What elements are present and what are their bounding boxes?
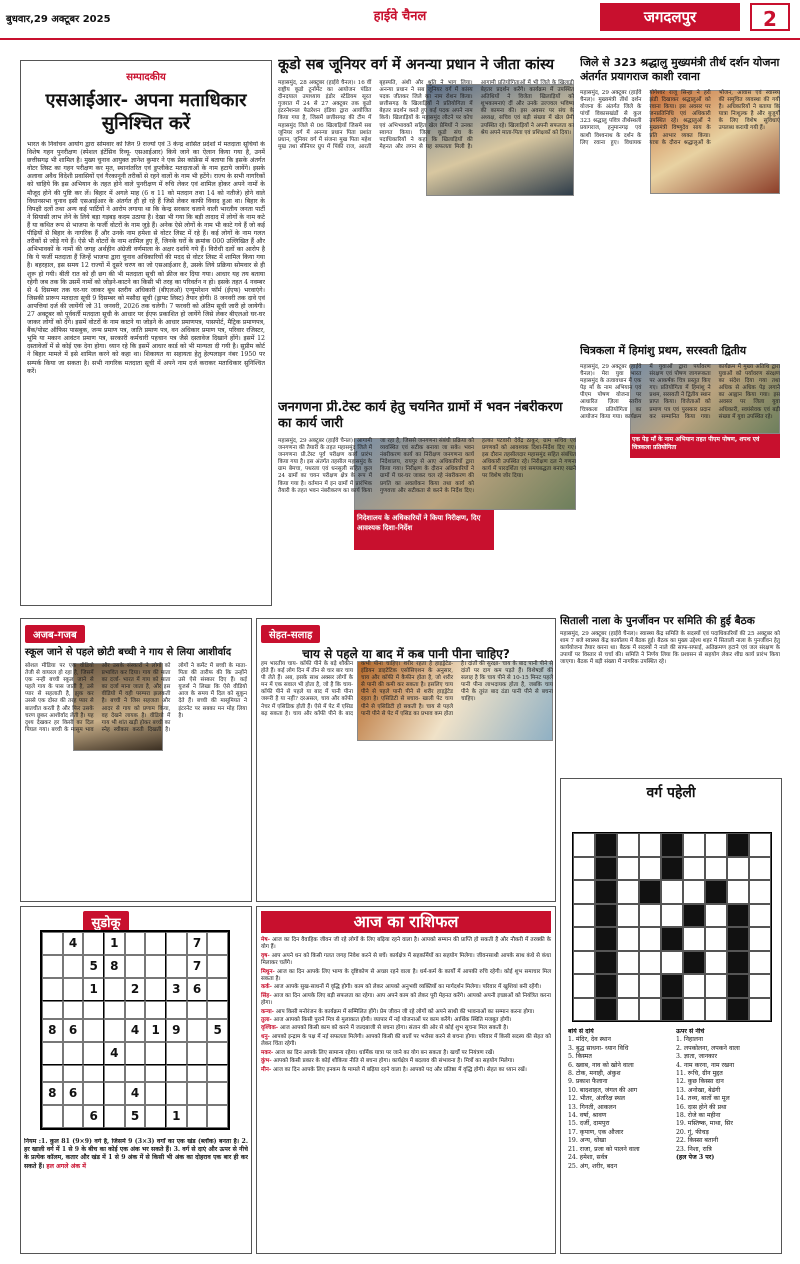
crossword-cell[interactable]: [639, 833, 661, 857]
rashi-name: वृष-: [261, 952, 270, 959]
sudoku-cell[interactable]: [104, 1019, 125, 1042]
crossword-cell[interactable]: [705, 974, 727, 998]
crossword-cell[interactable]: [749, 951, 771, 975]
crossword-cell: [595, 974, 617, 998]
down-heading: ऊपर से नीचे: [676, 1028, 705, 1035]
brand-name: हाईवे चैनल: [373, 9, 427, 24]
rashi-name: कर्क-: [261, 984, 272, 991]
crossword-cell[interactable]: [617, 857, 639, 881]
sudoku-cell[interactable]: [104, 1001, 125, 1019]
clue-item: 6. ख्वाब, नाव को खोने वाला: [568, 1061, 634, 1069]
sudoku-hint: हल अगले अंक में: [46, 1162, 86, 1170]
clue-item: 2. लपकोलना, लपकने वाला: [676, 1044, 740, 1052]
sudoku-cell[interactable]: [63, 1001, 84, 1019]
crossword-cell[interactable]: [683, 974, 705, 998]
crossword-cell[interactable]: [749, 833, 771, 857]
sudoku-cell[interactable]: [42, 978, 63, 1001]
crossword-cell[interactable]: [705, 857, 727, 881]
sudoku-cell[interactable]: [104, 1105, 125, 1128]
rashi-item: [261, 1067, 551, 1074]
sudoku-cell[interactable]: [104, 1082, 125, 1105]
crossword-cell[interactable]: [683, 998, 705, 1022]
crossword-cell: [727, 951, 749, 975]
sudoku-cell[interactable]: [42, 1065, 63, 1083]
crossword-cell[interactable]: [573, 998, 595, 1022]
sehat-tag: सेहत-सलाह: [261, 625, 320, 643]
rashi-text: आज आपको किसी काम को करने में जल्दबाजी से बचना होगा। संतान की ओर से कोई शुभ सूचना मिल सकती है।: [279, 1025, 509, 1032]
rashi-item: [261, 1058, 551, 1065]
sudoku-cell[interactable]: 6: [187, 978, 208, 1001]
kudo-title: कूडो सब जूनियर वर्ग में अनन्या प्रधान ने जीता कांस्य: [278, 57, 555, 73]
ajab-tag: अजब-गजब: [25, 625, 85, 643]
rashi-item: [261, 993, 551, 1008]
sudoku-cell[interactable]: 4: [63, 932, 84, 955]
sudoku-cell[interactable]: [166, 1042, 187, 1065]
rashi-name: मेष-: [261, 937, 270, 943]
sehat-title: चाय से पहले या बाद में कब पानी पीना चाहिए?: [302, 647, 510, 661]
rashi-name: सिंह-: [261, 992, 272, 999]
crossword-cell[interactable]: [705, 833, 727, 857]
rashi-item: [261, 969, 551, 984]
clue-item: 1. निहालना: [676, 1036, 704, 1044]
crossword-cell: [595, 880, 617, 904]
sudoku-cell[interactable]: [145, 932, 166, 955]
sudoku-cell[interactable]: [42, 932, 63, 955]
crossword-cell: [595, 833, 617, 857]
crossword-cell: [639, 880, 661, 904]
sudoku-cell[interactable]: 1: [166, 1105, 187, 1128]
crossword-cell[interactable]: [683, 833, 705, 857]
sudoku-cell[interactable]: [83, 1001, 104, 1019]
across-heading: बांये से दांये: [568, 1028, 594, 1035]
rashi-text: आज का दिन आपके लिए सामान्य रहेगा। धार्मिक यात्रा पर जाने का योग बन सकता है। खर्चों पर नियंत्रण रखें।: [275, 1049, 495, 1056]
clue-item: 5. किस्मत: [568, 1053, 592, 1061]
rashi-item: [261, 1009, 551, 1016]
crossword-cell[interactable]: [705, 904, 727, 928]
rashi-name: कुंभ-: [261, 1058, 272, 1065]
crossword-cell[interactable]: [573, 880, 595, 904]
clue-item: 15. दर्जी, दामपुरा: [568, 1120, 610, 1128]
clue-item: 13. गिनती, आकलन: [568, 1103, 617, 1111]
sudoku-cell[interactable]: 5: [125, 1105, 146, 1128]
sudoku-title: सुडोकू: [83, 911, 128, 933]
sudoku-cell[interactable]: 1: [83, 978, 104, 1001]
sudoku-cell[interactable]: 7: [187, 932, 208, 955]
sudoku-rules: [24, 1138, 248, 1234]
clue-item: 23. निशा, रात्रि: [676, 1145, 712, 1153]
tirth-article: [580, 56, 780, 338]
janganana-body: महासमुंद, 29 अक्टूबर (हाईवे चैनल)। आगामी जनगणना की तैयारी के तहत महासमुंद जिले में जनगणना प्री.टेस्ट पूर्व परीक्षण कार्य प्रारंभ किया गया है। इस अंतर्गत तहसील महासमुंद के ग्राम बेमचा, पथरला एवं धनसुली सहित कुल 24 ग्रामों का चयन परीक्षण क्षेत्र के रूप में किया गया है। वर्तमान में इन ग्रामों में प्रारंभिक तैयारी के तहत भवन नंबरीकरण का कार्य किया जा रहा है, जिससे जनगणना संबंधी प्रक्रिया को व्यवस्थित एवं सटीक बनाया जा सके। भवन नंबरीकरण कार्य का निरीक्षण जनगणना कार्य निदेशालय, रायपुर से आए अधिकारियों द्वारा किया गया। निरीक्षण के दौरान अधिकारियों ने ग्रामों में घर-घर जाकर चल रहे नंबरीकरण की प्रगति का अवलोकन किया तथा कार्य को गुणवत्ता और सटीकता से करने के निर्देश दिए। हल्का पटवारी देवेंद्र ठाकुर, ग्राम सचिव एवं प्रगणकों को आवश्यक दिशा-निर्देश दिए गए। इस दौरान तहसीलदार महासमुंद सहित संबंधित अधिकारी उपस्थित रहे। निरीक्षण दल ने गणना कार्य में पारदर्शिता एवं समयबद्धता बनाए रखने पर विशेष जोर दिया।: [278, 438, 576, 494]
sehat-body: हम भारतीय चाय- कॉफी पीने के बड़े शौकीन होते हैं। कई लोग दिन में तीन से चार बार चाय पी लेते हैं। अब, इसके साथ अक्सर लोगों के मन में एक सवाल भी होता है, जो है कि चाय-कॉफी पीने से पहले या बाद में पानी पीना जरूरी है या नहीं? दरअसल, चाय और कॉफी नेचर में एसिडिक होती हैं। ऐसे में पेट में एसिड बढ़ सकता है। चाय और कॉफी पीने के बाद कभी पीना चाहिए। शरीर रहता है हाइड्रेटेड- इंडियन डाइटेटिक एसोसिएशन के अनुसार, चाय और कॉफी में कैफीन होता है, जो शरीर से पानी की कमी कर सकता है। इसलिए चाय पीने से पहले पानी पीने से शरीर हाइड्रेटेड रहता है। एसिडिटी से बचाव- खाली पेट चाय पीने से एसिडिटी हो सकती है। चाय से पहले पानी पीने से पेट में एसिड का प्रभाव कम होता है। दांतों की सुरक्षा- चाय के बाद पानी पीने से दांतों पर दाग कम पड़ते हैं। विशेषज्ञों की सलाह है कि चाय पीने से 10-15 मिनट पहले पानी पीना लाभदायक होता है, जबकि चाय पीने के तुरंत बाद ठंडा पानी पीने से बचना चाहिए।: [261, 661, 553, 717]
clue-item: 11. रूचि, ग्रीन मुद्दत: [676, 1070, 723, 1078]
tirth-body: महासमुंद, 29 अक्टूबर (हाईवे चैनल)। मुख्यमंत्री तीर्थ दर्शन योजना के अंतर्गत जिले के पांचों विकासखंडों से कुल 323 श्रद्धालु पवित्र तीर्थस्थली प्रयागराज, हनुमानगढ़ एवं काशी विश्वनाथ के दर्शन के लिए रवाना हुए। विधायक योगेश्वर राजू सिन्हा ने हरी झंडी दिखाकर श्रद्धालुओं को रवाना किया। इस अवसर पर जनप्रतिनिधि एवं अधिकारी उपस्थित रहे। श्रद्धालुओं ने मुख्यमंत्री विष्णुदेव साय के प्रति आभार व्यक्त किया। यात्रा के दौरान श्रद्धालुओं के भोजन, आवास एवं स्वास्थ्य की समुचित व्यवस्था की गयी है। अधिकारियों ने बताया कि यात्रा निःशुल्क है और बुजुर्गों के लिए विशेष सुविधाएं उपलब्ध करायी गयी हैं।: [580, 90, 780, 146]
crossword-cell[interactable]: [639, 998, 661, 1022]
crossword-cell[interactable]: [617, 833, 639, 857]
rashi-text: आपको इन्द्राम के पक्ष में नई सफलता मिलेगी। आपको किसी की बातों पर भरोसा करने से बचना होगा। परिवार में किसी सदस्य की सेहत को लेकर चिंता रहेगी।: [261, 1033, 552, 1048]
janganana-title: जनगणना प्री.टेस्ट कार्य हेतु चयनित ग्रामों में भवन नंबरीकरण का कार्य जारी: [278, 400, 563, 431]
crossword-cell: [661, 833, 683, 857]
sudoku-cell[interactable]: [125, 955, 146, 978]
crossword-cell[interactable]: [573, 951, 595, 975]
sudoku-cell[interactable]: [63, 955, 84, 978]
crossword-cell[interactable]: [573, 974, 595, 998]
sudoku-cell[interactable]: [104, 1065, 125, 1083]
sudoku-cell[interactable]: 6: [63, 1082, 84, 1105]
clue-item: 10. बादशाहत, जंगल की आग: [568, 1086, 638, 1094]
sudoku-cell[interactable]: [166, 1082, 187, 1105]
masthead: [0, 0, 800, 40]
kudo-body: महासमुंद, 28 अक्टूबर (हाईवे चैनल)। 16 वीं राष्ट्रीय कूडो टूर्नामेंट का आयोजन पंडित दीनदयाल उपाध्याय इंडोर स्टेडियम सूरत गुजरात में 24 से 27 अक्टूबर तक कूडो इंटरनेशनल फेडरेशन इंडिया द्वारा आयोजित किया गया है, जिसमें छत्तीसगढ़ की टीम में महासमुंद जिले से 06 खिलाड़ियों जिसमें सब जूनियर वर्ग में अनन्या प्रधान पिता प्रशांत प्रधान, जूनियर वर्ग में संजना मुख पिता महेश मुख तथा सीनियर ग्रुप में पिंकी राज, आरती बृहस्पति, अंशी और श्रुति ने भाग लिया। अनन्या प्रधान ने सब जूनियर वर्ग में कांस्य पदक जीतकर जिले का नाम रोशन किया। छत्तीसगढ़ के खिलाड़ियों ने प्रतियोगिता में बेहतर प्रदर्शन करते हुए कई पदक अपने नाम किये। खिलाड़ियों के महासमुंद लौटने पर कोच एवं अभिभावकों सहित खेल प्रेमियों ने उनका स्वागत किया। जिला कूडो संघ के पदाधिकारियों ने कहा कि खिलाड़ियों की मेहनत और लगन से यह सफलता मिली है। आगामी प्रतियोगिताओं में भी जिले के खिलाड़ी बेहतर प्रदर्शन करेंगे। कार्यक्रम में उपस्थित अतिथियों ने विजेता खिलाड़ियों को शुभकामनाएं दीं और उनके उज्ज्वल भविष्य की कामना की। इस अवसर पर संघ के अध्यक्ष, सचिव एवं बड़ी संख्या में खेल प्रेमी उपस्थित रहे। खिलाड़ियों ने अपनी सफलता का श्रेय अपने माता-पिता एवं प्रशिक्षकों को दिया।: [278, 80, 574, 150]
sudoku-cell[interactable]: [187, 1001, 208, 1019]
crossword-cell[interactable]: [727, 857, 749, 881]
sudoku-cell[interactable]: [125, 932, 146, 955]
sudoku-cell[interactable]: [83, 1082, 104, 1105]
kudo-article: [278, 56, 574, 396]
editorial-box: [20, 60, 272, 606]
crossword-cell: [661, 927, 683, 951]
crossword-cell: [595, 998, 617, 1022]
crossword-cell: [727, 974, 749, 998]
crossword-cell[interactable]: [639, 974, 661, 998]
sudoku-cell[interactable]: [207, 978, 228, 1001]
crossword-cell: [727, 927, 749, 951]
sudoku-cell[interactable]: [166, 955, 187, 978]
crossword-cell[interactable]: [749, 857, 771, 881]
city-edition: जगदलपुर: [600, 3, 740, 31]
rashi-text: आज का दिन आपके लिए भाग्य के दृष्टिकोण से अच्छा रहने वाला है। धर्म-कर्म के कार्यों में आपकी रुचि रहेगी। कोई शुभ समाचार मिल सकता है।: [261, 968, 552, 983]
answer-note: (हल पेज 3 पर): [676, 1154, 715, 1162]
sudoku-cell[interactable]: [63, 1042, 84, 1065]
sitali-body: महासमुंद, 29 अक्टूबर (हाईवे चैनल)। स्वास्थ्य केंद्र समिति के सदस्यों एवं पदाधिकारियों की 25 अक्टूबर को शाम 7 बजे स्वास्थ्य केंद्र कार्यालय में बैठक हुई। बैठक का मुख्य उद्देश्य शहर में सिताली नाला के पुनर्जीवन हेतु कार्ययोजना तैयार करना था। बैठक में सदस्यों ने नाले की साफ-सफाई, अतिक्रमण हटाने एवं जल संरक्षण के उपायों पर विस्तार से चर्चा की। समिति ने निर्णय लिया कि प्रशासन से सहयोग लेकर शीघ्र कार्य प्रारंभ किया जाएगा। बैठक में बड़ी संख्या में नागरिक उपस्थित रहे।: [560, 631, 780, 666]
sudoku-cell[interactable]: [42, 1105, 63, 1128]
clue-item: 19. मस्तिष्क, माथा, सिर: [676, 1120, 733, 1128]
sudoku-cell[interactable]: 4: [125, 1082, 146, 1105]
crossword-cell[interactable]: [683, 857, 705, 881]
clue-item: 18. रोजे का महीना: [676, 1112, 721, 1120]
editorial-tag-row: [27, 65, 265, 85]
sudoku-cell[interactable]: [187, 1105, 208, 1128]
crossword-cell[interactable]: [705, 951, 727, 975]
sudoku-cell[interactable]: 7: [187, 955, 208, 978]
crossword-cell[interactable]: [661, 951, 683, 975]
sudoku-cell[interactable]: [166, 932, 187, 955]
clue-item: 3. ज्ञाता, जानकार: [676, 1053, 718, 1061]
sudoku-cell[interactable]: [145, 1065, 166, 1083]
crossword-cell[interactable]: [661, 904, 683, 928]
sehat-box: [256, 618, 556, 902]
sudoku-cell[interactable]: [187, 1065, 208, 1083]
crossword-cell[interactable]: [639, 857, 661, 881]
crossword-cell[interactable]: [749, 974, 771, 998]
crossword-cell: [661, 974, 683, 998]
sudoku-cell[interactable]: 8: [104, 955, 125, 978]
crossword-cell: [727, 904, 749, 928]
clue-item: 24. हमेशा, सर्वत्र: [568, 1154, 608, 1162]
rashifal-title: आज का राशिफल: [261, 911, 551, 933]
sudoku-cell[interactable]: 5: [83, 955, 104, 978]
crossword-cell: [727, 998, 749, 1022]
crossword-cell[interactable]: [639, 904, 661, 928]
crossword-cell[interactable]: [705, 998, 727, 1022]
sudoku-cell[interactable]: [42, 1001, 63, 1019]
sudoku-cell[interactable]: 8: [42, 1019, 63, 1042]
ajab-box: [20, 618, 252, 902]
crossword-cell[interactable]: [573, 904, 595, 928]
sudoku-cell[interactable]: [145, 978, 166, 1001]
crossword-cell[interactable]: [617, 998, 639, 1022]
sitali-article: [560, 614, 780, 774]
rashi-name: तुला-: [261, 1017, 272, 1024]
rashi-text: आप अपने धन को किसी गलत जगह निवेश करने से बचें। कार्यक्षेत्र में सहकर्मियों का सहयोग मिलेगा। जीवनसाथी आपके साथ कंधे से कंधा मिलाकर चलेंगे।: [261, 952, 551, 967]
sudoku-cell[interactable]: 3: [166, 978, 187, 1001]
crossword-cell[interactable]: [617, 974, 639, 998]
sehat-tag-row: [261, 623, 551, 643]
ajab-title: स्कूल जाने से पहले छोटी बच्ची ने गाय से लिया आशीर्वाद: [25, 647, 232, 658]
rashi-name: मिथुन-: [261, 968, 275, 975]
sudoku-cell[interactable]: [83, 1065, 104, 1083]
down-clues: [676, 1036, 780, 1154]
clue-item: 14. तथ्य, बातों का मूल: [676, 1095, 730, 1103]
rashifal-list: [261, 937, 551, 1074]
sudoku-cell[interactable]: 8: [42, 1082, 63, 1105]
crossword-cell[interactable]: [573, 833, 595, 857]
rashi-text: आज आपके सुख-साधनों में वृद्धि होगी। काम को लेकर आपको अनुभवी व्यक्तियों का मार्गदर्शन मिलेगा। परिवार में खुशियां बनी रहेंगी।: [273, 984, 541, 991]
crossword-down: [676, 1028, 780, 1250]
sudoku-cell[interactable]: [207, 1042, 228, 1065]
sudoku-cell[interactable]: [125, 1001, 146, 1019]
sudoku-cell[interactable]: [145, 1042, 166, 1065]
sudoku-cell[interactable]: 4: [125, 1019, 146, 1042]
rashi-item: [261, 1025, 551, 1032]
chitra-quote: एक पेड़ माँ के नाम अभियान तहत पीएम पोषण, शपथ एवं चित्रकला प्रतियोगिता: [630, 434, 780, 458]
sudoku-cell[interactable]: [207, 1065, 228, 1083]
sudoku-cell[interactable]: [207, 932, 228, 955]
sudoku-cell[interactable]: [63, 978, 84, 1001]
sudoku-cell[interactable]: [207, 1001, 228, 1019]
page-number: 2: [750, 3, 790, 31]
sudoku-cell[interactable]: 2: [125, 978, 146, 1001]
crossword-cell[interactable]: [617, 951, 639, 975]
sudoku-cell[interactable]: [166, 1001, 187, 1019]
rashi-name: धनु-: [261, 1033, 270, 1040]
rashifal-box: [256, 906, 556, 1254]
crossword-cell[interactable]: [683, 927, 705, 951]
crossword-cell: [595, 927, 617, 951]
sudoku-cell[interactable]: [125, 1042, 146, 1065]
crossword-cell[interactable]: [573, 927, 595, 951]
sudoku-cell[interactable]: [42, 955, 63, 978]
clue-item: 16. दास होने की प्रथा: [676, 1103, 727, 1111]
sudoku-cell[interactable]: 9: [166, 1019, 187, 1042]
crossword-cell: [595, 904, 617, 928]
chitra-title: चित्रकला में हिमांशु प्रथम, सरस्वती द्वितीय: [580, 344, 747, 357]
sudoku-cell[interactable]: [104, 978, 125, 1001]
rashi-item: [261, 1017, 551, 1024]
sudoku-cell[interactable]: [207, 1105, 228, 1128]
sudoku-cell[interactable]: [187, 1042, 208, 1065]
clue-item: 17. कृपाण, एक औजार: [568, 1128, 624, 1136]
crossword-cell: [595, 951, 617, 975]
clue-item: 3. बुद्ध साधना- ध्यान विधि: [568, 1044, 629, 1052]
crossword-cell[interactable]: [639, 927, 661, 951]
rashi-text: आज का दिन वैवाहिक जीवन जी रहे लोगों के लिए बढ़िया रहने वाला है। आपको सम्मान की प्राप्ति हो सकती है और नौकरी में तरक्की के योग हैं।: [261, 937, 551, 951]
sudoku-grid: [40, 930, 230, 1130]
crossword-cell[interactable]: [749, 904, 771, 928]
crossword-cell: [727, 833, 749, 857]
sudoku-cell[interactable]: [83, 1019, 104, 1042]
clue-item: 12. भीतर, अंतरिक्ष स्थल: [568, 1095, 625, 1103]
sudoku-cell[interactable]: 5: [207, 1019, 228, 1042]
sudoku-cell[interactable]: [145, 955, 166, 978]
rashi-text: आपको किसी प्रकार के कोई शौकिया नीति से बचना होगा। कार्यक्षेत्र में बदलाव की संभावना है। मित्रों का सहयोग मिलेगा।: [273, 1058, 515, 1065]
crossword-cell[interactable]: [749, 880, 771, 904]
crossword-cell[interactable]: [639, 951, 661, 975]
sudoku-cell[interactable]: [207, 955, 228, 978]
clue-item: 4. नाम करना, नाम रखना: [676, 1061, 735, 1069]
crossword-title: वर्ग पहेली: [561, 783, 781, 803]
editorial-tag: सम्पादकीय: [126, 72, 166, 83]
rashi-name: वृश्चिक-: [261, 1025, 279, 1032]
tirth-title: जिले से 323 श्रद्धालु मुख्यमंत्री तीर्थ दर्शन योजना अंतर्गत प्रयागराज काशी रवाना: [580, 56, 780, 83]
editorial-title: एसआईआर- अपना मताधिकार सुनिश्चित करें: [45, 90, 247, 134]
rashi-text: आज आपको किसी पुराने मित्र से मुलाकात होगी। व्यापार में नई योजनाओं पर काम करेंगे। आर्थिक स्थिति मजबूत होगी।: [273, 1017, 512, 1024]
sudoku-cell[interactable]: [42, 1042, 63, 1065]
sudoku-cell[interactable]: [125, 1065, 146, 1083]
sudoku-cell[interactable]: 6: [63, 1019, 84, 1042]
rashi-item: [261, 953, 551, 968]
ajab-body: सोशल मीडिया पर एक वीडियो तेजी से वायरल हो रहा है, जिसमें एक नन्ही बच्ची स्कूल जाने से पहले गाय के पास जाती है, उसे प्यार से सहलाती है, झुक कर उससे एक दोस्त की तरह प्यार से बातचीत करती है और फिर उसके चरण छूकर आशीर्वाद लेती है। यह दृश्य देखकर हर किसी का दिल पिघल गया। बच्ची के मासूम भाव और उसके संस्कारों ने लोगों को प्रभावित कर दिया। गाय की माता का दर्जा- भारत में गाय को माता का दर्जा माना जाता है, और इस वीडियो में वही परम्परा झलकती है। बच्ची ने जिस सहजता और आदर से गाय को प्रणाम किया, वह देखने लायक है। वीडियो में गाय भी शांत खड़ी होकर बच्ची का स्नेह स्वीकार करती दिखती है। लोगों ने कमेंट में बच्ची के माता-पिता की तारीफ की कि उन्होंने उसे ऐसे संस्कार दिए हैं। कई यूजर्स ने लिखा कि ऐसे वीडियो आज के समय में दिल को सुकून देते हैं। बच्ची की मासूमियत ने इंटरनेट पर सबका मन मोह लिया है।: [25, 663, 247, 733]
crossword-cell[interactable]: [749, 927, 771, 951]
crossword-cell: [683, 904, 705, 928]
crossword-cell[interactable]: [705, 927, 727, 951]
across-clues: [568, 1036, 672, 1171]
crossword-cell[interactable]: [617, 904, 639, 928]
rashi-text: आज का दिन आपके लिए बड़ी सफलता का रहेगा। आप अपने काम को लेकर पूरी मेहनत करेंगे। आपको अपनी इच्छाओं को नियंत्रित करना होगा।: [261, 992, 551, 1007]
crossword-across: [568, 1028, 672, 1250]
rashi-name: मीन-: [261, 1066, 272, 1073]
rashi-text: आप किसी मनोरंजन के कार्यक्रम में सम्मिलित होंगे। प्रेम जीवन जी रहे लोगों को अपने साथी की भावनाओं का सम्मान करना होगा।: [275, 1008, 535, 1015]
crossword-cell[interactable]: [749, 998, 771, 1022]
crossword-cell[interactable]: [573, 857, 595, 881]
sitali-title: सिताली नाला के पुनर्जीवन पर समिति की हुई बैठक: [560, 615, 755, 627]
janganana-article: [278, 400, 576, 610]
sudoku-cell[interactable]: 4: [104, 1042, 125, 1065]
clue-item: 8. टोक, मनाही, अंकुश: [568, 1070, 621, 1078]
sudoku-cell[interactable]: [166, 1065, 187, 1083]
rashi-name: मकर-: [261, 1049, 274, 1056]
crossword-cell[interactable]: [683, 880, 705, 904]
issue-date: बुधवार,29 अक्टूबर 2025: [6, 14, 111, 25]
clue-item: 21. राजा, प्रजा को पालने वाला: [568, 1145, 640, 1153]
ajab-tag-row: [25, 623, 247, 643]
clue-item: 9. प्रकाश फैलाना: [568, 1078, 608, 1086]
sudoku-cell[interactable]: [83, 1042, 104, 1065]
clue-item: 19. अन्य, धोखा: [568, 1137, 606, 1145]
sudoku-cell[interactable]: 1: [145, 1019, 166, 1042]
sudoku-cell[interactable]: [145, 1001, 166, 1019]
crossword-cell: [661, 998, 683, 1022]
clue-item: 14. वर्षा, श्रावण: [568, 1112, 607, 1120]
crossword-cell[interactable]: [661, 880, 683, 904]
clue-item: 20. गुं, फीचड़: [676, 1128, 709, 1136]
clue-item: 13. अनोखा, बेढंगी: [676, 1086, 721, 1094]
sudoku-cell[interactable]: 1: [104, 932, 125, 955]
sudoku-cell[interactable]: [145, 1105, 166, 1128]
sudoku-cell[interactable]: 6: [83, 1105, 104, 1128]
sudoku-cell[interactable]: [63, 1065, 84, 1083]
clue-item: 22. किस्सा बतानी: [676, 1137, 719, 1145]
sudoku-cell[interactable]: [83, 932, 104, 955]
editorial-body: भारत के निर्वाचन आयोग द्वारा सोमवार को जिन 9 राज्यों एवं 3 केन्द्र शासित प्रदेशों में मतदाता सूचियों के विशेष गहन पुनरीक्षण (स्पेशल इंटेंसिव रिव्यू- एसआईआर) किये जाने का ऐलान किया गया है, उनमें छत्तीसगढ़ भी शामिल है। मुख्य चुनाव आयुक्त ज्ञानेश कुमार ने एक प्रेस कांफ्रेंस में बताया कि इसके अंतर्गत वोटर लिस्ट का गहन परीक्षण कर मृत, स्थानांतरित एवं डुप्लीकेट मतदाताओं के नाम हटाये जायेंगे। इसके अलावा अवैध विदेशी प्रवासियों एवं गैरकानूनी तरीकों से रहने वालों के नाम भी हटेंगे। राज्य के सभी नागरिकों को चाहिये कि इस अभियान के तहत होने वाले पुनरीक्षण में रुचि लेकर एवं शामिल होकर अपने नामों के मौजूद होने की पुष्टि कर लें। बिहार में अगले माह (6 व 11 को मतदान तथा 14 को नतीजे) होने वाले विधानसभा चुनाव इसी एसआईआर के अंतर्गत ही हो रहे हैं जिसे लेकर काफी विवाद हुआ था। बिहार के विपक्षी दलों तथा अन्य कई पार्टियों ने आरोप लगाया था कि केन्द्र सरकार चलाने वाली भारतीय जनता पार्टी ने सियासी लाभ लेने के लिये बड़ा गड़बड़ कदम उठाया है। देखा भी गया कि बड़ी तादाद में लोगों के नाम कटे हैं या कथित रूप से भाजपा के फर्जी वोटरों के नाम जुड़े हैं। अनेक ऐसे लोगों के नाम भी काटे गये हैं जो कई पीढ़ियों से बिहार के नागरिक हैं और उनके नाम हमेशा से वोटर लिस्ट में रहे हैं। कई लोगों के नाम गलत तरीकों से जोड़े गये हैं। ऐसे भी वोटरों के नाम शामिल हुए हैं, जिनके घरों के क्रमांक 000 उल्लिखित हैं और अभिभावकों के नामों की जगह अर्थहीन अंग्रेजी वर्णमाला के अक्षर दर्शाये गये हैं। विरोधी दलों का आरोप है कि ये फर्जी मतदाता हैं जिन्हें भाजपा द्वारा चुनाव अधिकारियों की मदद से वोटर लिस्ट में शामिल किया गया है। बहरहाल, इस समय 12 राज्यों में दूसरे चरण का जो एसआईआर है, उसके लिये प्रक्रिया सोमवार से ही शुरू हो गयी। बीती रात को ही छग की भी मतदाता सूची को फ्रीज कर दिया गया। आधार यह तय बताया रहेगी जब तक कि उसमें नामों को जोड़ने-काटने का किसी भी तरह का परिवर्तन न हो। इसके तहत 4 नवम्बर से 4 दिसम्बर तक घर-घर जाकर बूथ स्तरीय अधिकारी (बीएलओ) एन्यूमरेशन फॉर्म (ईएफ) भरवाएंगे। जिसकी प्रारूप मतदाता सूची 9 दिसम्बर को मसौदा सूची (ड्राफ्ट लिस्ट) तैयार होगी। 8 जनवरी तक दावे एवं आपत्तियां दर्ज की जायेंगी जो 31 जनवरी, 2026 तक चलेगी। 7 फरवरी को अंतिम सूची जारी हो जायेगी। 27 अक्टूबर को पूर्ववर्ती मतदाता सूची के आधार पर ईएफ प्रकाशित हो जायेंगे जिसे लेकर बीएलओ घर-घर जाकर लोगों को देंगे। इसमें वोटरों के नाम काटने या जोड़ने के आधार प्रमाणपत्र, पासपोर्ट, मैट्रिक प्रमाणपत्र, बैंक/पोस्ट ऑफिस पासबुक, जन्म प्रमाण पत्र, जाति प्रमाण पत्र, वन अधिकार प्रमाण पत्र, परिवार रजिस्टर, भूमि या मकान आवंटन प्रमाण पत्र, सरकारी कर्मचारी पहचान पत्र जैसे दस्तावेज दिखाने होंगे। इसमें 12 दस्तावेजों में से कोई एक देना होगा। ध्यान रहे कि इसमें आधार कार्ड को भी मान्यता दी गयी है। सुप्रीम कोर्ट ने बिहार मामले में इसे शामिल करने को कहा था। शिकायत या सहायता हेतु हेल्पलाइन नंबर 1950 पर सम्पर्क किया जा सकता है। सभी नागरिक मतदाता सूची में अपने नाम दर्ज कराकर मताधिकार सुनिश्चित करें।: [27, 141, 265, 375]
crossword-cell[interactable]: [617, 880, 639, 904]
chitra-body: महासमुंद, 29 अक्टूबर (हाईवे चैनल)। मेरा युवा भारत महासमुंद के तत्वावधान में एक पेड़ माँ के नाम अभियान एवं पीएम पोषण योजना पर आधारित ज़िला स्तरीय चित्रकला प्रतियोगिता का आयोजन किया गया। कार्यक्रम में युवाओं द्वारा पर्यावरण संरक्षण एवं पोषण जागरूकता पर आकर्षक चित्र प्रस्तुत किए गए। प्रतियोगिता में हिमांशु ने प्रथम, सरस्वती ने द्वितीय स्थान प्राप्त किया। विजेताओं को प्रमाण पत्र एवं पुरस्कार प्रदान कर सम्मानित किया गया। कार्यक्रम में मुख्य अतिथि द्वारा युवाओं को पर्यावरण संरक्षण का संदेश दिया गया तथा अधिक से अधिक पेड़ लगाने का आह्वान किया गया। इस अवसर पर जिला युवा अधिकारी, स्वयंसेवक एवं बड़ी संख्या में युवा उपस्थित रहे।: [580, 364, 780, 420]
clue-item: 1. मंदिर, देव स्थान: [568, 1036, 611, 1044]
crossword-cell[interactable]: [727, 880, 749, 904]
crossword-cell: [683, 951, 705, 975]
sudoku-cell[interactable]: [187, 1082, 208, 1105]
sudoku-rules-text: नियम :1. कुल 81 (9×9) वर्ग है, जिसमें 9 (3×3) वर्गों का एक खंड (ब्लॉक) बनता है। 2. हर खाली वर्ग में 1 से 9 के बीच का कोई एक अंक भर सकते हैं। 3. वर्ग से दाएं और ऊपर से नीचे के प्रत्येक कॉलम, कतार और खंड में 1 से 9 अंक में से किसी भी अंक का दोहराव एक बार ही कर सकते हैं।: [24, 1138, 248, 1170]
sudoku-cell[interactable]: [145, 1082, 166, 1105]
chitra-article: [580, 344, 780, 610]
crossword-cell: [705, 880, 727, 904]
sudoku-cell[interactable]: [63, 1105, 84, 1128]
rashi-name: कन्या-: [261, 1008, 274, 1015]
rashi-item: [261, 1050, 551, 1057]
janganana-quote: निदेशालय के अधिकारियों ने किया निरीक्षण, दिए आवश्यक दिशा-निर्देश: [354, 510, 494, 550]
sudoku-cell[interactable]: [207, 1082, 228, 1105]
rashi-item: [261, 1034, 551, 1049]
clue-item: 25. अंग, शरीर, बदन: [568, 1162, 618, 1170]
rashi-item: [261, 984, 551, 991]
rashi-text: आज का दिन आपके लिए इनकम के मामले में बढ़िया रहने वाला है। आपको पद और प्रतिष्ठा में वृद्धि होगी। सेहत का ध्यान रखें।: [273, 1066, 527, 1073]
sudoku-cell[interactable]: [187, 1019, 208, 1042]
crossword-cell[interactable]: [617, 927, 639, 951]
crossword-cell: [595, 857, 617, 881]
crossword-grid: [572, 832, 772, 1022]
clue-item: 12. कुछ किस्सा दान: [676, 1078, 724, 1086]
crossword-cell: [661, 857, 683, 881]
rashi-item: [261, 937, 551, 952]
